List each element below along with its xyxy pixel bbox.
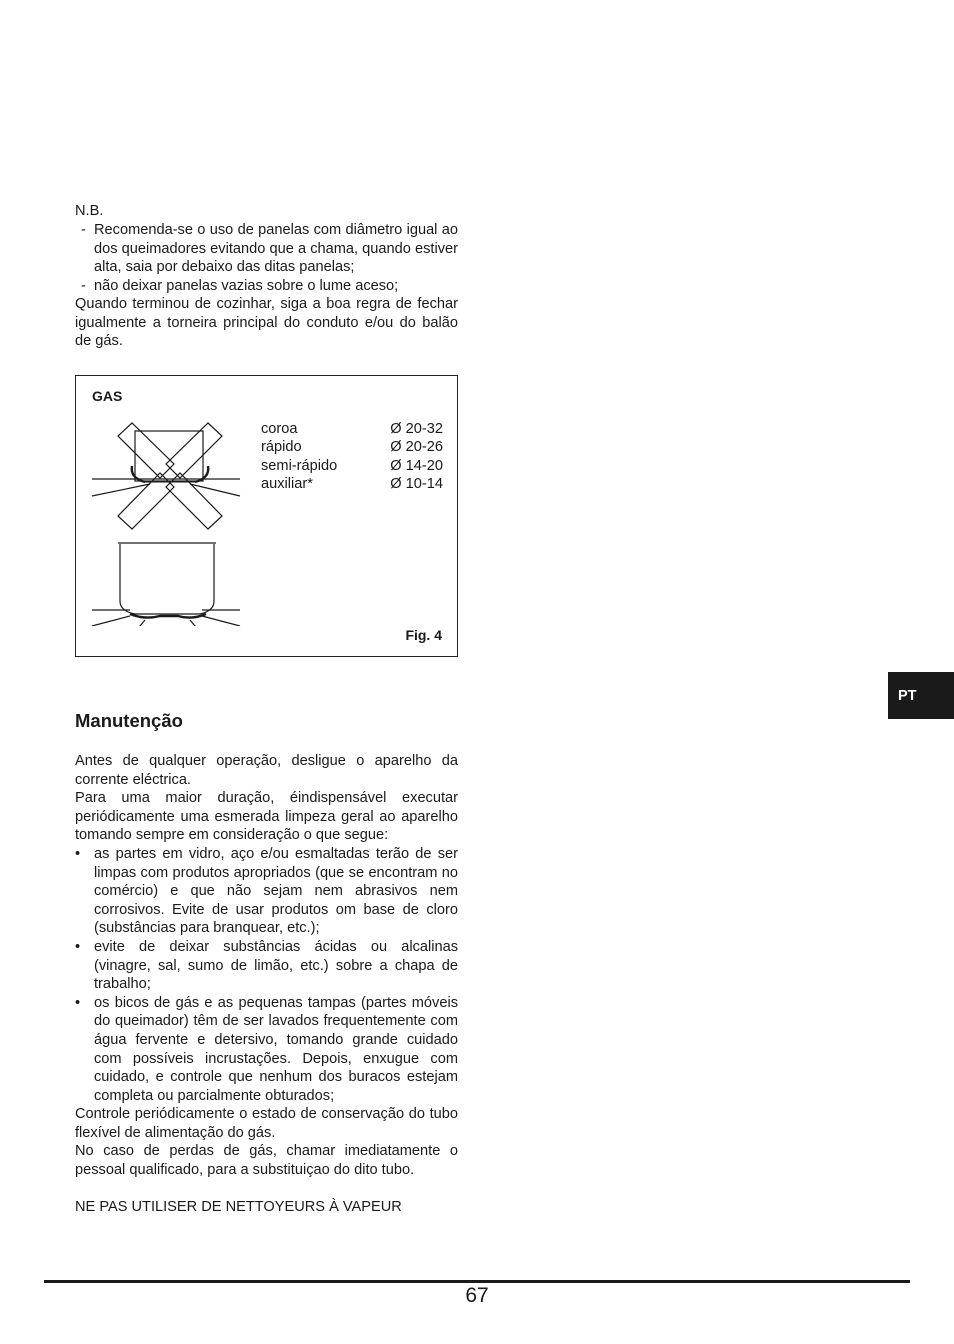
footer-rule: [44, 1280, 910, 1283]
bullet-marker: •: [75, 845, 81, 862]
burner-diameter-table: [261, 420, 443, 494]
bullet-marker: •: [75, 938, 81, 955]
language-tab: PT: [888, 672, 954, 719]
page-number: 67: [465, 1284, 489, 1307]
nb-heading: N.B.: [75, 203, 104, 219]
maintenance-intro-1: Antes de qualquer operação, desligue o aparelho da corrente eléctrica.: [75, 753, 458, 788]
maintenance-bullet: [75, 845, 458, 938]
maintenance-intro-2: Para uma maior duração, éindispensável executar periódicamente uma esmerada limpeza geral ao aparelho tomando sempre em consideração o que segue:: [75, 790, 458, 844]
nb-item: [75, 277, 458, 296]
burner-diameter: Ø 20-26: [390, 439, 443, 456]
steam-cleaner-warning: NE PAS UTILISER DE NETTOYEURS À VAPEUR: [75, 1199, 402, 1216]
burner-name: semi-rápido: [261, 457, 338, 474]
figure-caption: Fig. 4: [405, 627, 442, 643]
nb-item: [75, 221, 458, 277]
maintenance-outro-2: No caso de perdas de gás, chamar imediatamente o pessoal qualificado, para a substituiçao do dito tubo.: [75, 1143, 458, 1179]
nb-paragraph: Quando terminou de cozinhar, siga a boa regra de fechar igualmente a torneira principal do conduto e/ou do balão de gás.: [75, 296, 458, 350]
maintenance-body: [75, 752, 458, 1217]
burner-row: [261, 438, 443, 456]
burner-name: auxiliar*: [261, 476, 313, 493]
burner-name: coroa: [261, 421, 298, 437]
dash-marker: -: [81, 222, 86, 238]
burner-row: [261, 420, 443, 438]
nb-list: [75, 221, 458, 295]
maintenance-bullet: [75, 938, 458, 994]
burner-pan-diagram: [90, 416, 250, 626]
maintenance-bullet: [75, 994, 458, 1106]
nb-item-text: Recomenda-se o uso de panelas com diâmetro igual ao dos queimadores evitando que a chama, quando estiver alta, saia por debaixo das ditas panelas;: [94, 222, 458, 276]
dash-marker: -: [81, 277, 86, 294]
burner-diameter: Ø 20-32: [390, 421, 443, 437]
figure-box: [75, 375, 458, 657]
burner-diameter: Ø 10-14: [390, 476, 443, 493]
bullet-marker: •: [75, 994, 81, 1011]
burner-row: [261, 475, 443, 493]
maintenance-heading: Manutenção: [75, 710, 183, 731]
burner-diameter: Ø 14-20: [390, 457, 443, 474]
bullet-text: os bicos de gás e as pequenas tampas (partes móveis do queimador) têm de ser lavados frequentemente com água fervente e detersivo, tomando grande cuidado com possíveis incrustações. Depois, enxugue com cuidado, e controle que nenhum dos buracos estejam completa ou parcialmente obturados;: [94, 994, 458, 1104]
burner-row: [261, 457, 443, 475]
bullet-text: as partes em vidro, aço e/ou esmaltadas terão de ser limpas com produtos apropriados (que se encontram no comércio) e que não sejam nem abrasivos nem corrosivos. Evite de usar produtos om base de cloro (substâncias para branquear, etc.);: [94, 845, 458, 937]
maintenance-outro-1: Controle periódicamente o estado de conservação do tubo flexível de alimentação do gás.: [75, 1106, 458, 1141]
bullet-text: evite de deixar substâncias ácidas ou alcalinas (vinagre, sal, sumo de limão, etc.) sobre a chapa de trabalho;: [94, 938, 458, 993]
nb-item-text: não deixar panelas vazias sobre o lume aceso;: [94, 277, 399, 294]
figure-label: GAS: [92, 388, 123, 404]
burner-name: rápido: [261, 439, 302, 456]
